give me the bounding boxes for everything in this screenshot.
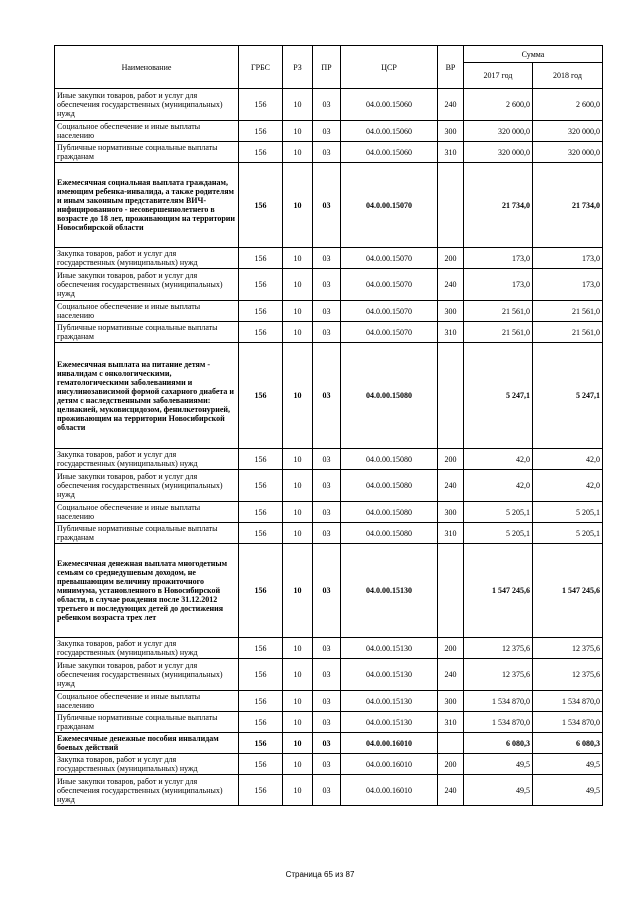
cell-csr: 04.0.00.15080 [341,523,438,544]
cell-y2017: 1 534 870,0 [464,691,533,712]
table-row [55,544,603,638]
cell-rz: 10 [283,523,313,544]
cell-grbs: 156 [239,754,283,775]
cell-csr: 04.0.00.15070 [341,269,438,301]
cell-csr: 04.0.00.15070 [341,322,438,343]
cell-rz: 10 [283,121,313,142]
cell-y2017: 6 080,3 [464,733,533,754]
header-rz: РЗ [283,46,313,89]
cell-vr: 300 [438,121,464,142]
cell-name: Социальное обеспечение и иные выплаты населению [55,691,239,712]
cell-y2017: 173,0 [464,248,533,269]
cell-y2018: 49,5 [533,775,603,806]
table-row [55,269,603,301]
table-row [55,89,603,121]
cell-name: Закупка товаров, работ и услуг для государственных (муниципальных) нужд [55,449,239,470]
cell-y2017: 5 205,1 [464,502,533,523]
cell-vr [438,733,464,754]
header-name: Наименование [55,46,239,89]
cell-y2018: 5 205,1 [533,502,603,523]
cell-pr: 03 [313,754,341,775]
cell-rz: 10 [283,248,313,269]
cell-pr: 03 [313,449,341,470]
cell-y2017: 320 000,0 [464,121,533,142]
cell-name: Публичные нормативные социальные выплаты гражданам [55,322,239,343]
cell-pr: 03 [313,269,341,301]
cell-name: Закупка товаров, работ и услуг для государственных (муниципальных) нужд [55,638,239,659]
cell-grbs: 156 [239,523,283,544]
cell-rz: 10 [283,659,313,691]
table-row [55,343,603,449]
cell-pr: 03 [313,142,341,163]
cell-csr: 04.0.00.15060 [341,89,438,121]
cell-grbs: 156 [239,301,283,322]
cell-pr: 03 [313,301,341,322]
cell-vr [438,544,464,638]
cell-rz: 10 [283,775,313,806]
cell-grbs: 156 [239,659,283,691]
table-body [55,89,603,806]
header-sum: Сумма [464,46,603,63]
cell-csr: 04.0.00.15130 [341,659,438,691]
cell-y2018: 21 561,0 [533,301,603,322]
cell-vr: 310 [438,322,464,343]
cell-name: Иные закупки товаров, работ и услуг для обеспечения государственных (муниципальных) нужд [55,659,239,691]
cell-vr: 240 [438,659,464,691]
cell-y2017: 42,0 [464,449,533,470]
cell-y2017: 21 734,0 [464,163,533,248]
cell-y2017: 2 600,0 [464,89,533,121]
cell-y2017: 21 561,0 [464,322,533,343]
cell-vr: 240 [438,470,464,502]
cell-grbs: 156 [239,343,283,449]
header-vr: ВР [438,46,464,89]
cell-name: Иные закупки товаров, работ и услуг для обеспечения государственных (муниципальных) нужд [55,470,239,502]
cell-grbs: 156 [239,449,283,470]
cell-csr: 04.0.00.15070 [341,301,438,322]
cell-pr: 03 [313,343,341,449]
cell-grbs: 156 [239,121,283,142]
cell-y2018: 12 375,6 [533,659,603,691]
cell-pr: 03 [313,733,341,754]
cell-grbs: 156 [239,269,283,301]
cell-name: Социальное обеспечение и иные выплаты населению [55,502,239,523]
cell-name: Публичные нормативные социальные выплаты гражданам [55,523,239,544]
cell-pr: 03 [313,775,341,806]
cell-vr: 310 [438,142,464,163]
cell-csr: 04.0.00.15130 [341,691,438,712]
cell-grbs: 156 [239,775,283,806]
cell-name: Иные закупки товаров, работ и услуг для обеспечения государственных (муниципальных) нужд [55,89,239,121]
cell-vr: 240 [438,269,464,301]
cell-rz: 10 [283,691,313,712]
table-row [55,121,603,142]
table-row [55,775,603,806]
cell-y2017: 1 547 245,6 [464,544,533,638]
cell-vr: 240 [438,89,464,121]
cell-pr: 03 [313,523,341,544]
table-row [55,301,603,322]
cell-y2018: 320 000,0 [533,121,603,142]
cell-y2018: 49,5 [533,754,603,775]
cell-vr: 300 [438,502,464,523]
cell-csr: 04.0.00.15060 [341,121,438,142]
cell-pr: 03 [313,322,341,343]
cell-grbs: 156 [239,89,283,121]
cell-pr: 03 [313,659,341,691]
cell-name: Социальное обеспечение и иные выплаты населению [55,301,239,322]
cell-csr: 04.0.00.15080 [341,502,438,523]
cell-csr: 04.0.00.15070 [341,163,438,248]
cell-y2017: 42,0 [464,470,533,502]
table-row [55,691,603,712]
cell-grbs: 156 [239,712,283,733]
cell-csr: 04.0.00.15070 [341,248,438,269]
cell-vr: 300 [438,301,464,322]
cell-rz: 10 [283,712,313,733]
cell-csr: 04.0.00.15080 [341,470,438,502]
cell-y2018: 173,0 [533,248,603,269]
cell-rz: 10 [283,343,313,449]
budget-table [54,45,603,806]
cell-y2017: 49,5 [464,775,533,806]
cell-rz: 10 [283,163,313,248]
cell-y2018: 2 600,0 [533,89,603,121]
cell-pr: 03 [313,89,341,121]
cell-name: Публичные нормативные социальные выплаты гражданам [55,712,239,733]
table-row [55,248,603,269]
table-row [55,638,603,659]
cell-grbs: 156 [239,733,283,754]
cell-y2018: 5 247,1 [533,343,603,449]
table-row [55,712,603,733]
cell-pr: 03 [313,712,341,733]
header-2017: 2017 год [464,63,533,89]
cell-y2017: 21 561,0 [464,301,533,322]
cell-rz: 10 [283,322,313,343]
cell-name: Ежемесячная денежная выплата многодетным семьям со среднедушевым доходом, не превышающим величину прожиточного минимума, установленного в Новосибирской области, в случае рождения после 31.12.2012 третьего и последующих детей до достижения ребенком возраста трех лет [55,544,239,638]
cell-csr: 04.0.00.15130 [341,712,438,733]
header-2018: 2018 год [533,63,603,89]
cell-pr: 03 [313,638,341,659]
cell-grbs: 156 [239,544,283,638]
cell-name: Иные закупки товаров, работ и услуг для обеспечения государственных (муниципальных) нужд [55,775,239,806]
cell-y2018: 42,0 [533,470,603,502]
cell-y2017: 12 375,6 [464,638,533,659]
cell-pr: 03 [313,502,341,523]
cell-y2018: 5 205,1 [533,523,603,544]
header-pr: ПР [313,46,341,89]
cell-vr: 240 [438,775,464,806]
cell-rz: 10 [283,301,313,322]
cell-rz: 10 [283,269,313,301]
cell-y2017: 1 534 870,0 [464,712,533,733]
cell-csr: 04.0.00.16010 [341,733,438,754]
cell-grbs: 156 [239,163,283,248]
cell-y2017: 49,5 [464,754,533,775]
cell-vr: 310 [438,712,464,733]
cell-rz: 10 [283,754,313,775]
cell-vr [438,343,464,449]
cell-csr: 04.0.00.15060 [341,142,438,163]
table-row [55,659,603,691]
cell-name: Публичные нормативные социальные выплаты гражданам [55,142,239,163]
cell-pr: 03 [313,121,341,142]
cell-grbs: 156 [239,322,283,343]
cell-rz: 10 [283,449,313,470]
cell-csr: 04.0.00.15080 [341,343,438,449]
cell-name: Иные закупки товаров, работ и услуг для обеспечения государственных (муниципальных) нужд [55,269,239,301]
table-row [55,733,603,754]
table-row [55,754,603,775]
header-csr: ЦСР [341,46,438,89]
cell-y2017: 173,0 [464,269,533,301]
cell-vr: 200 [438,638,464,659]
cell-y2018: 1 534 870,0 [533,691,603,712]
cell-y2017: 5 205,1 [464,523,533,544]
cell-name: Ежемесячная социальная выплата гражданам, имеющим ребенка-инвалида, а также родителям и иным законным представителям ВИЧ-инфицированного - несовершеннолетнего в возрасте до 18 лет, проживающим на территории Новосибирской области [55,163,239,248]
cell-name: Социальное обеспечение и иные выплаты населению [55,121,239,142]
cell-vr [438,163,464,248]
cell-grbs: 156 [239,638,283,659]
cell-y2018: 21 561,0 [533,322,603,343]
table-row [55,502,603,523]
cell-rz: 10 [283,544,313,638]
cell-pr: 03 [313,691,341,712]
cell-y2018: 42,0 [533,449,603,470]
cell-csr: 04.0.00.15080 [341,449,438,470]
cell-vr: 310 [438,523,464,544]
cell-name: Закупка товаров, работ и услуг для государственных (муниципальных) нужд [55,754,239,775]
table-row [55,449,603,470]
cell-pr: 03 [313,248,341,269]
cell-name: Ежемесячная выплата на питание детям - инвалидам с онкологическими, гематологическими заболеваниями и инсулинозависимой формой сахарного диабета и детям с наследственными заболеваниями: целиакией, муковисцидозом, фенилкетонурией, проживающим на территории Новосибирской области [55,343,239,449]
cell-vr: 200 [438,754,464,775]
cell-y2017: 5 247,1 [464,343,533,449]
cell-csr: 04.0.00.15130 [341,544,438,638]
table-row [55,523,603,544]
cell-grbs: 156 [239,470,283,502]
table-row [55,142,603,163]
table-row [55,470,603,502]
cell-y2018: 1 547 245,6 [533,544,603,638]
cell-y2017: 12 375,6 [464,659,533,691]
cell-rz: 10 [283,142,313,163]
cell-rz: 10 [283,733,313,754]
page-footer: Страница 65 из 87 [285,870,355,879]
cell-y2018: 320 000,0 [533,142,603,163]
cell-y2018: 21 734,0 [533,163,603,248]
cell-grbs: 156 [239,502,283,523]
cell-rz: 10 [283,470,313,502]
cell-csr: 04.0.00.16010 [341,754,438,775]
cell-y2018: 1 534 870,0 [533,712,603,733]
cell-grbs: 156 [239,691,283,712]
cell-name: Закупка товаров, работ и услуг для государственных (муниципальных) нужд [55,248,239,269]
cell-y2018: 173,0 [533,269,603,301]
cell-csr: 04.0.00.15130 [341,638,438,659]
cell-y2017: 320 000,0 [464,142,533,163]
cell-pr: 03 [313,163,341,248]
cell-rz: 10 [283,502,313,523]
cell-pr: 03 [313,470,341,502]
cell-rz: 10 [283,638,313,659]
cell-name: Ежемесячные денежные пособия инвалидам боевых действий [55,733,239,754]
cell-rz: 10 [283,89,313,121]
cell-pr: 03 [313,544,341,638]
table-row [55,163,603,248]
cell-csr: 04.0.00.16010 [341,775,438,806]
header-grbs: ГРБС [239,46,283,89]
cell-vr: 200 [438,248,464,269]
cell-vr: 300 [438,691,464,712]
cell-grbs: 156 [239,248,283,269]
cell-grbs: 156 [239,142,283,163]
cell-vr: 200 [438,449,464,470]
table-row [55,322,603,343]
cell-y2018: 12 375,6 [533,638,603,659]
cell-y2018: 6 080,3 [533,733,603,754]
